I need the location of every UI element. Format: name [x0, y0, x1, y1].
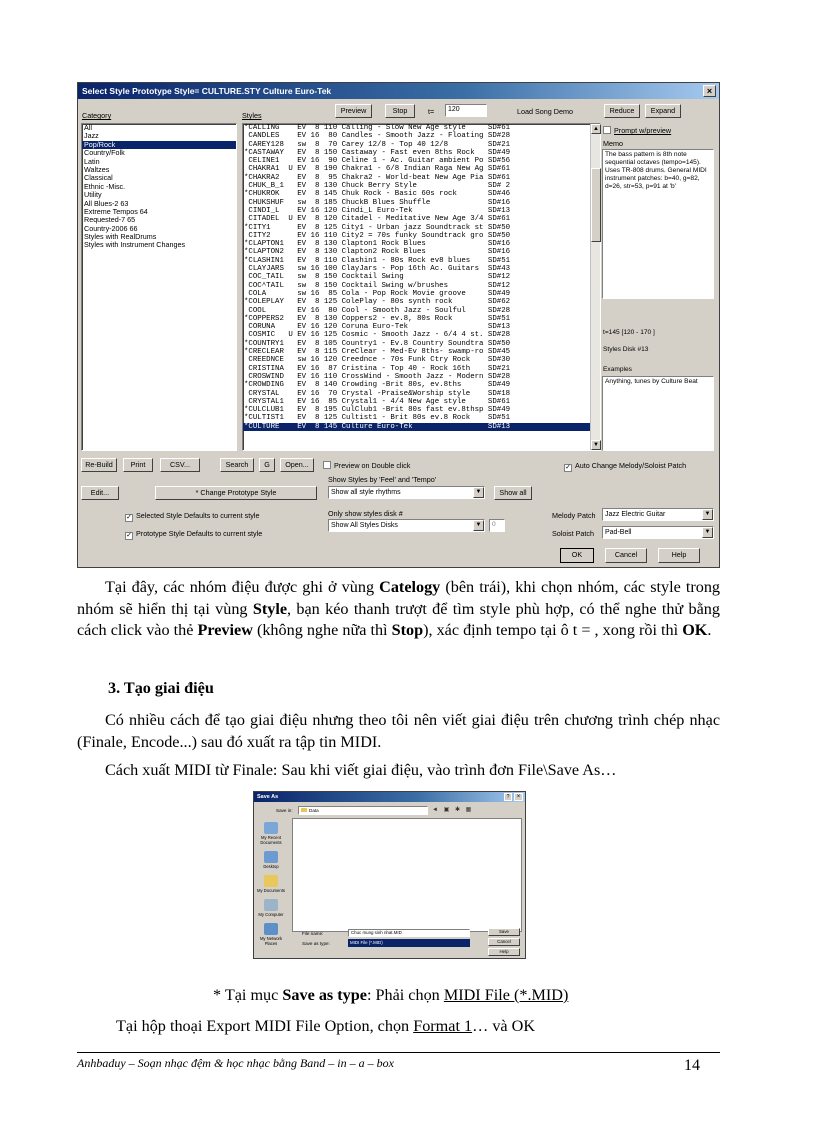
- category-item[interactable]: Classical: [84, 173, 113, 183]
- paragraph-3: Cách xuất MIDI từ Finale: Sau khi viết giai điệu, vào trình đơn File\Save As…: [105, 761, 617, 779]
- text-run: Tại đây, các nhóm điệu được ghi ở vùng: [105, 578, 380, 596]
- category-item[interactable]: Country-2006 66: [84, 223, 138, 233]
- close-button[interactable]: ×: [703, 85, 716, 97]
- recent-icon: [264, 822, 278, 834]
- auto-change-checkbox[interactable]: [564, 461, 686, 472]
- category-item[interactable]: Pop/Rock: [82, 141, 236, 149]
- category-item[interactable]: Styles with Instrument Changes: [84, 240, 186, 250]
- text-run: … và OK: [472, 1017, 536, 1035]
- bold-term: Save as type: [282, 986, 367, 1004]
- style-row[interactable]: CANDLES EV 16 80 Candles - Smooth Jazz - Floating SD#28: [244, 132, 511, 141]
- style-row[interactable]: CINDI_L EV 16 120 Cindi_L Euro-Tek SD#13: [244, 206, 511, 215]
- style-row[interactable]: *CULTIST1 EV 8 125 Cultist1 - Brit 80s ev.8 Rock SD#51: [244, 414, 511, 423]
- scroll-up-icon[interactable]: ▲: [591, 124, 601, 134]
- bold-term: Catelogy: [379, 578, 441, 596]
- bold-term: Style: [252, 599, 288, 618]
- place-desktop[interactable]: [256, 851, 286, 869]
- edit-button[interactable]: Edit...: [81, 486, 119, 500]
- reduce-button[interactable]: Reduce: [604, 104, 640, 118]
- style-row[interactable]: CHUKSHUF sw 8 185 ChuckB Blues Shuffle SD#16: [244, 198, 511, 207]
- help-button[interactable]: Help: [488, 948, 520, 956]
- styles-scrollbar[interactable]: [590, 124, 600, 450]
- footer-rule: [77, 1052, 720, 1053]
- selected-defaults-label: Selected Style Defaults to current style: [136, 511, 260, 520]
- rebuild-button[interactable]: Re-Build: [81, 458, 117, 472]
- bold-term: Preview: [197, 621, 253, 639]
- style-row[interactable]: COC_TAIL sw 8 150 Cocktail Swing SD#12: [244, 273, 511, 282]
- scroll-down-icon[interactable]: ▼: [591, 440, 601, 450]
- savetype-label: Save as type:: [302, 941, 330, 946]
- text-run: Tại hộp thoại Export MIDI File Option, chọn: [116, 1017, 414, 1035]
- style-row[interactable]: *CRECLEAR EV 8 115 CreClear - Med-Ev 8ths- swamp-ro SD#45: [244, 348, 511, 357]
- style-row[interactable]: *CHUKROK EV 8 145 Chuk Rock - Basic 60s rock SD#46: [244, 190, 511, 199]
- dialog-title: Select Style Prototype Style= CULTURE.STY Culture Euro-Tek: [78, 83, 719, 99]
- style-row[interactable]: CAREY128 sw 8 70 Carey 12/8 - Top 40 12/8 SD#21: [244, 140, 511, 149]
- style-row[interactable]: *CULTURE EV 8 145 Culture Euro-Tek SD#13: [243, 423, 600, 431]
- folder-icon: [301, 808, 307, 812]
- style-row[interactable]: COSMIC U EV 16 125 Cosmic - Smooth Jazz - 6/4 4 st. SD#28: [244, 331, 511, 340]
- soloist-patch-select[interactable]: [602, 526, 714, 539]
- place-label: My Network Places: [259, 936, 283, 946]
- paragraph-4: [213, 985, 568, 1007]
- tempo-input[interactable]: 120: [445, 104, 487, 117]
- memo-label: Memo: [603, 139, 623, 148]
- soloist-patch-value: Pad-Bell: [605, 529, 632, 536]
- category-item[interactable]: Waltzes: [84, 164, 110, 174]
- melody-patch-value: Jazz Electric Guitar: [605, 511, 666, 518]
- place-recent[interactable]: [256, 822, 286, 845]
- save-in-select[interactable]: [298, 806, 428, 815]
- category-item[interactable]: Country/Folk: [84, 148, 125, 158]
- check-icon: ✓: [565, 464, 571, 471]
- style-row[interactable]: *COPPERS2 EV 8 130 Coppers2 - ev.8, 80s Rock SD#51: [244, 314, 511, 323]
- category-item[interactable]: Ethnic -Misc.: [84, 181, 126, 191]
- style-row[interactable]: *CULCLUB1 EV 8 195 CulClub1 -Brit 80s fast ev.8thsp SD#49: [244, 406, 511, 415]
- ok-button[interactable]: OK: [560, 548, 594, 563]
- cancel-button[interactable]: Cancel: [488, 938, 520, 946]
- close-icon[interactable]: ×: [514, 793, 523, 801]
- style-row[interactable]: CITY2 EV 16 110 City2 = 70s funky Soundtrack gro SD#50: [244, 231, 511, 240]
- style-row[interactable]: *CITY1 EV 8 125 City1 - Urban jazz Soundtrack st SD#50: [244, 223, 511, 232]
- category-label: Category: [82, 111, 112, 120]
- cancel-button[interactable]: Cancel: [605, 548, 647, 563]
- category-item[interactable]: Requested-7 65: [84, 215, 136, 225]
- prompt-preview-checkbox[interactable]: [603, 126, 671, 135]
- place-label: My Computer: [258, 912, 284, 917]
- text-run: (bên trái), khi chọn nhóm, các style trong nhóm sẽ hiển thị tại vùng: [77, 578, 721, 618]
- style-row[interactable]: CRISTINA EV 16 87 Cristina - Top 40 - Rock 16th SD#21: [244, 364, 511, 373]
- scroll-thumb[interactable]: [591, 168, 601, 242]
- check-icon: ✓: [126, 514, 132, 521]
- computer-icon: [264, 899, 278, 911]
- auto-change-label: Auto Change Melody/Soloist Patch: [575, 461, 687, 470]
- documents-icon: [264, 875, 278, 887]
- page-number: 14: [684, 1057, 700, 1074]
- filename-value: Chuc mung sinh nhat.MID: [351, 930, 402, 935]
- filename-input[interactable]: [348, 929, 470, 937]
- show-all-button[interactable]: Show all: [494, 486, 532, 500]
- style-row[interactable]: CHUK_B_1 EV 8 130 Chuck Berry Style SD# 2: [244, 182, 511, 191]
- text-run: * Tại mục: [213, 986, 283, 1004]
- text-run: (không nghe nữa thì: [252, 621, 392, 639]
- save-as-dialog: [253, 791, 526, 959]
- chevron-down-icon[interactable]: ▼: [702, 509, 713, 520]
- prompt-preview-label: Prompt w/preview: [614, 126, 672, 135]
- disks-select[interactable]: [328, 519, 485, 532]
- chevron-down-icon[interactable]: ▼: [702, 527, 713, 538]
- style-row[interactable]: *CLASHIN1 EV 8 110 Clashin1 - 80s Rock ev8 blues SD#51: [244, 256, 511, 265]
- network-icon: [264, 923, 278, 935]
- category-item[interactable]: Jazz: [84, 131, 99, 141]
- memo-text[interactable]: The bass pattern is 8th note sequential octaves (tempo=145). Uses TR-808 drums. General MIDI instrument patches: b=40, g=82, d=26, str=53, p=91 at 'b': [602, 149, 714, 299]
- expand-button[interactable]: Expand: [645, 104, 681, 118]
- style-row[interactable]: COLA sw 16 85 Cola - Pop Rock Movie groove SD#49: [244, 289, 511, 298]
- melody-patch-label: Melody Patch: [552, 511, 596, 520]
- desktop-icon: [264, 851, 278, 863]
- style-row[interactable]: *CROWDING EV 8 140 Crowding -Brit 80s, ev.8ths SD#49: [244, 381, 511, 390]
- savetype-value: MIDI File (*.MID): [350, 940, 383, 945]
- save-in-label: Save in:: [276, 808, 293, 813]
- paragraph-2: Có nhiều cách để tạo giai điệu nhưng theo tôi nên viết giai điệu trên chương trình chép nhạc (Finale, Encode...) sau đó xuất ra tập tin MIDI.: [77, 711, 720, 751]
- underlined-term: Format 1: [413, 1017, 473, 1035]
- text-run: ), xác định tempo tại ô t = , xong rồi thì: [423, 621, 683, 639]
- footer-text: Anhbaduy – Soạn nhạc đệm & học nhạc bằng Band – in – a – box: [77, 1056, 394, 1070]
- category-item[interactable]: Latin: [84, 156, 100, 166]
- place-computer[interactable]: [256, 899, 286, 917]
- style-row[interactable]: *CLAPTON1 EV 8 130 Clapton1 Rock Blues SD#16: [244, 240, 511, 249]
- disks-value: Show All Styles Disks: [331, 522, 398, 529]
- save-in-value: Data: [309, 808, 319, 813]
- selected-defaults-checkbox[interactable]: [125, 511, 259, 522]
- places-bar: [256, 822, 286, 946]
- chevron-down-icon[interactable]: ▼: [473, 487, 484, 498]
- help-button[interactable]: Help: [658, 548, 700, 563]
- savetype-select[interactable]: [348, 939, 470, 947]
- toolbar-icons[interactable]: ◄ ▣ ✱ ▦: [432, 807, 474, 813]
- checkbox-icon: [323, 461, 331, 469]
- style-row[interactable]: CELINE1 EV 16 90 Celine 1 - Ac. Guitar ambient Po SD#56: [244, 157, 511, 166]
- preview-dblclick-checkbox[interactable]: [323, 461, 410, 470]
- place-label: My Recent Documents: [260, 835, 282, 845]
- category-list[interactable]: [81, 123, 237, 451]
- category-item[interactable]: All: [84, 123, 92, 132]
- style-row[interactable]: *CASTAWAY EV 8 150 Castaway - Fast even 8ths Rock SD#49: [244, 148, 511, 157]
- save-button[interactable]: Save: [488, 928, 520, 936]
- style-row[interactable]: CRYSTAL EV 16 70 Crystal -Praise&Worship style SD#18: [244, 389, 511, 398]
- preview-button[interactable]: Preview: [335, 104, 372, 118]
- load-song-demo-button[interactable]: Load Song Demo: [517, 107, 573, 116]
- stop-button[interactable]: Stop: [385, 104, 415, 118]
- style-row[interactable]: CREEDNCE sw 16 120 Creednce - 70s Funk Ctry Rock SD#30: [244, 356, 511, 365]
- place-documents[interactable]: [256, 875, 286, 893]
- text-run: , bạn kéo thanh trượt để tìm style phù hợp, có thể nghe thử bằng cách click vào thẻ: [77, 599, 720, 639]
- styles-list[interactable]: [242, 123, 601, 451]
- search-button[interactable]: Search: [220, 458, 254, 472]
- help-icon[interactable]: ?: [504, 793, 512, 801]
- prototype-defaults-checkbox[interactable]: [125, 529, 262, 540]
- category-item[interactable]: All Blues-2 63: [84, 198, 129, 208]
- csv-button[interactable]: CSV...: [160, 458, 200, 472]
- checkbox-icon: [603, 126, 611, 134]
- category-item[interactable]: Extreme Tempos 64: [84, 206, 148, 216]
- soloist-patch-label: Soloist Patch: [552, 529, 594, 538]
- show-rhythms-select[interactable]: [328, 486, 485, 499]
- style-row[interactable]: COC^TAIL sw 8 150 Cocktail Swing w/brushes SD#12: [244, 281, 511, 290]
- disk-number-input[interactable]: 0: [489, 519, 505, 532]
- style-row[interactable]: *COUNTRY1 EV 8 105 Country1 - Ev.8 Country Soundtra SD#50: [244, 339, 511, 348]
- style-row[interactable]: CORUNA EV 16 120 Coruna Euro-Tek SD#13: [244, 323, 511, 332]
- style-row[interactable]: COOL EV 16 80 Cool - Smooth Jazz - Soulful SD#28: [244, 306, 511, 315]
- paragraph-1: [77, 577, 720, 642]
- paragraph-5: [116, 1016, 535, 1038]
- g-button[interactable]: G: [259, 458, 275, 472]
- style-row[interactable]: *CALLING EV 8 110 Calling - Slow New Age style SD#61: [244, 124, 511, 132]
- style-row[interactable]: *CLAPTON2 EV 8 130 Clapton2 Rock Blues SD#16: [244, 248, 511, 257]
- bold-term: Stop: [391, 621, 424, 639]
- only-show-label: Only show styles disk #: [328, 509, 403, 518]
- file-list[interactable]: [292, 818, 522, 932]
- styles-label: Styles: [242, 111, 262, 120]
- styles-disk: Styles Disk #13: [603, 346, 649, 353]
- preview-dblclick-label: Preview on Double click: [334, 461, 411, 470]
- melody-patch-select[interactable]: [602, 508, 714, 521]
- show-rhythms-value: Show all style rhythms: [331, 489, 401, 496]
- style-row[interactable]: CRYSTAL1 EV 16 85 Crystal1 - 4/4 New Age style SD#61: [244, 397, 511, 406]
- place-label: Desktop: [263, 864, 279, 869]
- prototype-defaults-label: Prototype Style Defaults to current style: [136, 529, 263, 538]
- style-row[interactable]: CLAYJARS sw 16 100 ClayJars - Pop 16th Ac. Guitars SD#43: [244, 265, 511, 274]
- filename-label: File name:: [302, 931, 324, 936]
- check-icon: ✓: [126, 532, 132, 539]
- style-row[interactable]: CHAKRA1 U EV 8 190 Chakra1 - 6/8 Indian Raga New Ag SD#61: [244, 165, 511, 174]
- examples-label: Examples: [603, 366, 632, 373]
- style-row[interactable]: *COLEPLAY EV 8 125 ColePlay - 80s synth rock SD#62: [244, 298, 511, 307]
- open-button[interactable]: Open...: [280, 458, 314, 472]
- style-row[interactable]: CITADEL U EV 8 120 Citadel - Meditative New Age 3/4 SD#61: [244, 215, 511, 224]
- category-item[interactable]: Styles with RealDrums: [84, 232, 157, 242]
- change-prototype-button[interactable]: * Change Prototype Style: [155, 486, 317, 500]
- place-network[interactable]: [256, 923, 286, 946]
- tempo-range: t=145 [120 - 170 ]: [603, 329, 655, 336]
- show-styles-label: Show Styles by 'Feel' and 'Tempo': [328, 475, 437, 484]
- tempo-label: t=: [428, 107, 435, 116]
- category-item[interactable]: Utility: [84, 190, 102, 200]
- place-label: My Documents: [257, 888, 285, 893]
- text-run: : Phải chọn: [366, 986, 444, 1004]
- select-style-dialog: [77, 82, 720, 568]
- chevron-down-icon[interactable]: ▼: [473, 520, 484, 531]
- print-button[interactable]: Print: [123, 458, 153, 472]
- underlined-term: MIDI File (*.MID): [443, 986, 569, 1004]
- style-row[interactable]: CROSWIND EV 16 110 CrossWind - Smooth Jazz - Modern SD#28: [244, 372, 511, 381]
- bold-term: OK: [682, 621, 708, 639]
- examples-text[interactable]: Anything, tunes by Culture Beat: [602, 376, 714, 451]
- save-as-title: Save As: [254, 792, 525, 802]
- text-run: .: [707, 621, 712, 639]
- style-row[interactable]: *CHAKRA2 EV 8 95 Chakra2 - World-beat New Age Pia SD#61: [244, 173, 511, 182]
- section-heading: 3. Tạo giai điệu: [108, 679, 214, 697]
